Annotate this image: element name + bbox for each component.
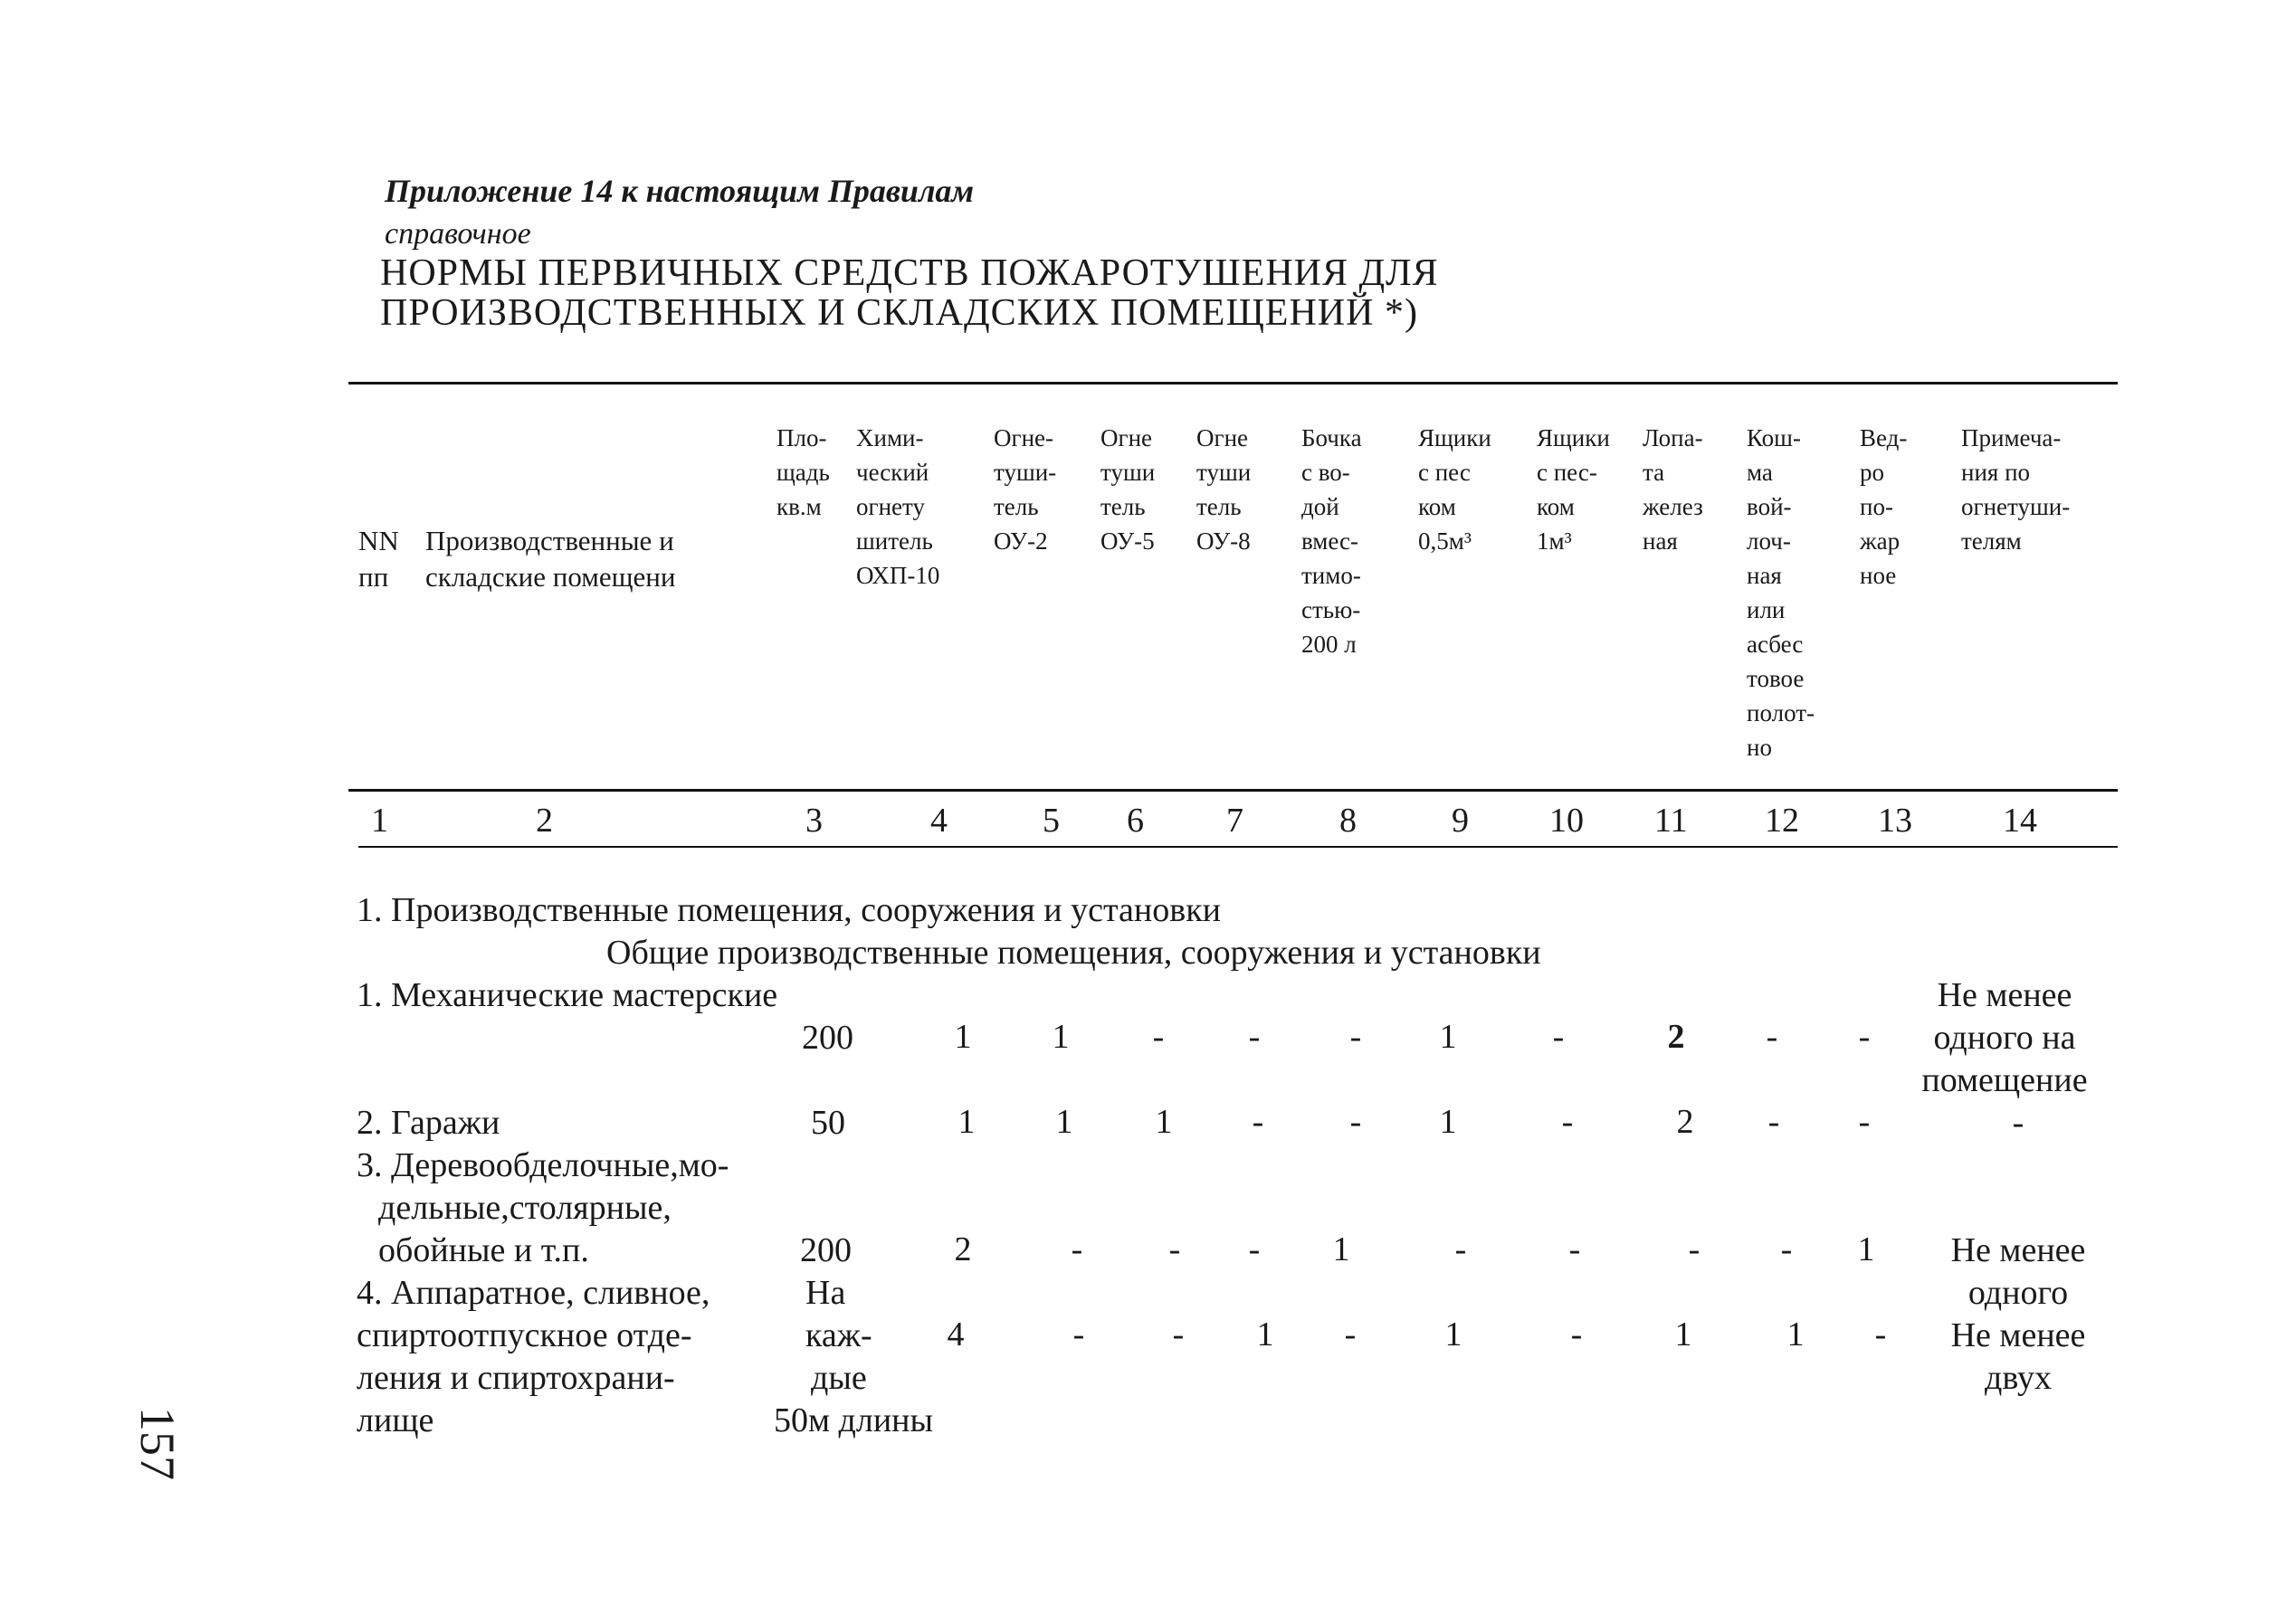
area-value: 200 [802,1019,853,1057]
value-cell: - [1766,1018,1778,1056]
page-number: 157 [130,1407,185,1480]
header-ou2: Огне- туши- тель ОУ-2 [994,424,1057,555]
value-cell: 2 [954,1230,972,1268]
premises-name: ления и спиртохрани- [357,1359,675,1397]
header-chem-extinguisher: Хими- ческий огнету шитель ОХП-10 [856,424,940,589]
section-title: 1. Производственные помещения, сооружения и установки [357,891,1221,929]
value-cell: 1 [1052,1018,1070,1056]
value-cell: - [1552,1018,1565,1056]
column-number: 12 [1765,802,1799,840]
value-cell: - [1252,1103,1264,1141]
area-value: дые [811,1359,867,1397]
value-cell: - [1248,1230,1261,1268]
header-fire-bucket: Вед- ро по- жар ное [1860,424,1908,589]
premises-name: спиртоотпускное отде- [357,1316,692,1354]
column-number: 7 [1226,802,1243,840]
value-cell: - [1344,1315,1357,1353]
header-notes: Примеча- ния по огнетуши- телям [1961,424,2071,555]
document-title-line-1: НОРМЫ ПЕРВИЧНЫХ СРЕДСТВ ПОЖАРОТУШЕНИЯ ДЛЯ [380,252,1439,294]
value-cell: - [1152,1018,1165,1056]
column-number: 6 [1127,802,1144,840]
premises-name: 1. Механические мастерские [357,976,778,1014]
document-title-line-2: ПРОИЗВОДСТВЕННЫХ И СКЛАДСКИХ ПОМЕЩЕНИЙ *) [380,292,1418,334]
value-cell: 4 [947,1315,965,1353]
area-value: 200 [800,1231,852,1269]
note-cell: Не менее одного [1950,1231,2086,1312]
value-cell: - [1071,1230,1083,1268]
value-cell: - [1858,1103,1871,1141]
area-value: 50 [811,1104,845,1142]
header-water-barrel: Бочка с во- дой вмес- тимо- стью- 200 л [1301,424,1362,658]
value-cell: - [1767,1103,1780,1141]
subsection-title: Общие производственные помещения, сооружения и установки [606,934,1541,972]
note-cell: Не менее одного на помещение [1921,976,2088,1099]
column-number: 1 [371,802,388,840]
table-top-rule [348,382,2118,385]
header-premises: Производственные и складские помещени [425,525,676,593]
value-cell: - [1072,1315,1085,1353]
header-ou5: Огне туши тель ОУ-5 [1100,424,1156,555]
value-cell: - [1570,1315,1583,1353]
premises-name: лище [357,1401,434,1439]
header-bottom-rule [348,789,2118,792]
value-cell: 1 [1439,1018,1457,1056]
value-cell: - [1561,1103,1574,1141]
value-cell: 1 [1332,1230,1350,1268]
value-cell: - [1454,1230,1467,1268]
value-cell: 1 [1439,1103,1457,1141]
value-cell: - [1688,1230,1701,1268]
value-cell: - [1172,1315,1185,1353]
column-number: 4 [930,802,948,840]
column-number: 11 [1654,802,1688,840]
header-sand-box-1: Ящики с пес- ком 1м³ [1537,424,1610,555]
column-number: 14 [2003,802,2037,840]
appendix-type: справочное [385,217,531,251]
value-cell: 1 [1155,1103,1173,1141]
column-number: 3 [805,802,823,840]
value-cell: 2 [1676,1103,1694,1141]
premises-name: дельные,столярные, [378,1189,672,1227]
value-cell: - [1780,1230,1793,1268]
column-number-rule [358,846,2118,848]
value-cell: - [1168,1230,1181,1268]
note-cell: Не менее двух [1950,1316,2086,1397]
header-shovel: Лопа- та желез ная [1643,424,1703,555]
column-number: 13 [1878,802,1912,840]
header-sand-box-05: Ящики с пес ком 0,5м³ [1418,424,1491,555]
column-number: 10 [1549,802,1584,840]
value-cell: 1 [1055,1103,1073,1141]
value-cell: 2 [1667,1018,1685,1056]
value-cell: 1 [1674,1315,1692,1353]
value-cell: - [1874,1315,1887,1353]
premises-name: 4. Аппаратное, сливное, [357,1274,710,1312]
value-cell: - [1568,1230,1581,1268]
value-cell: - [1349,1103,1362,1141]
premises-name: 3. Деревообделочные,мо- [357,1146,729,1184]
premises-name: 2. Гаражи [357,1104,500,1142]
note-cell: - [2012,1104,2024,1142]
value-cell: 1 [1857,1230,1875,1268]
column-number: 9 [1452,802,1469,840]
value-cell: 1 [1786,1315,1805,1353]
header-nn: NN пп [358,525,399,593]
value-cell: 1 [954,1018,972,1056]
area-value: На [805,1274,846,1312]
header-area: Пло- щадь кв.м [776,424,830,520]
value-cell: - [1349,1018,1362,1056]
value-cell: 1 [957,1103,976,1141]
header-ou8: Огне туши тель ОУ-8 [1196,424,1252,555]
column-number: 5 [1043,802,1060,840]
area-value: 50м длины [774,1401,934,1439]
header-felt-blanket: Кош- ма вой- лоч- ная или асбес товое полот- но [1747,424,1815,761]
value-cell: 1 [1444,1315,1462,1353]
column-number: 8 [1339,802,1357,840]
value-cell: - [1858,1018,1871,1056]
premises-name: обойные и т.п. [378,1231,589,1269]
value-cell: 1 [1256,1315,1274,1353]
appendix-heading: Приложение 14 к настоящим Правилам [385,173,975,209]
column-number: 2 [536,802,553,840]
area-value: каж- [805,1316,872,1354]
value-cell: - [1248,1018,1261,1056]
